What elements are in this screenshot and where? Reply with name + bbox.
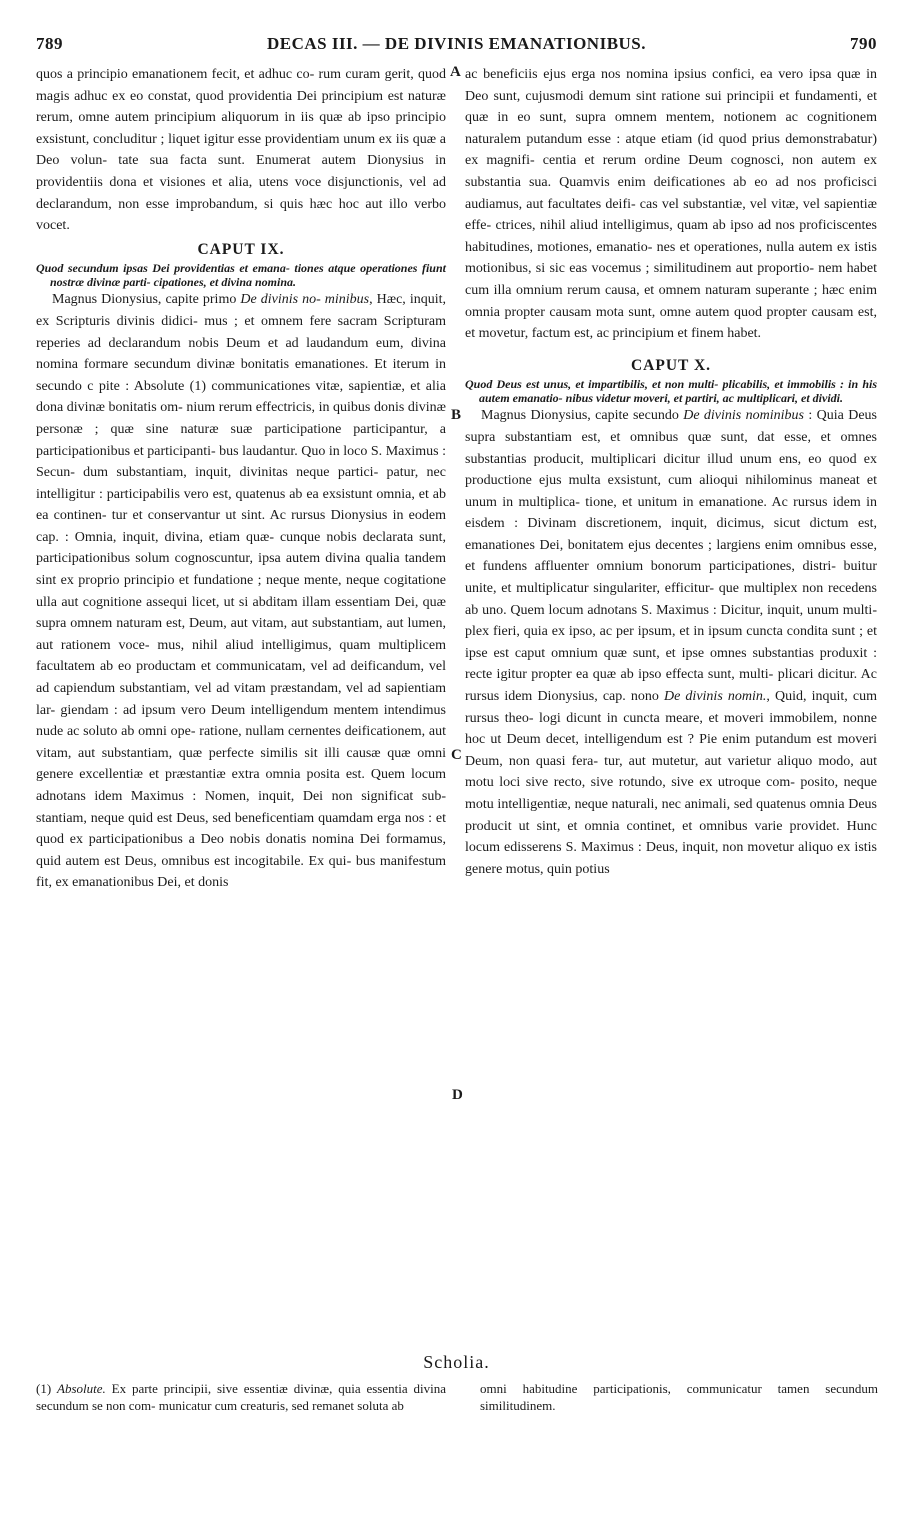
- chapter-10-summary: Quod Deus est unus, et impartibilis, et non multi- plicabilis, et immobilis : in his autem emanatio- nibus videtur moveri, et partiri, ac multiplicari, et dividi.: [465, 377, 877, 405]
- left-p2-start: Magnus Dionysius, capite primo: [52, 292, 241, 308]
- page-number-left: 789: [36, 34, 63, 53]
- right-column: [465, 64, 877, 880]
- margin-letter-c: C: [451, 747, 462, 763]
- chapter-9-summary: Quod secundum ipsas Dei providentias et emana- tiones atque operationes fiunt nostræ divinæ parti- cipationes, et divina nomina.: [36, 261, 446, 289]
- right-paragraph-2: [465, 405, 877, 880]
- left-paragraph-1: quos a principio emanationem fecit, et adhuc co- rum curam gerit, quod magis adhuc ex eo constat, quod providentia Dei principium est naturæ rerum, omne autem principium aliquorum in iis quæ ab ipso principio exsistunt, concluditur ; liquet igitur esse providentiam unum ex iis quæ a Deo volun- tate sua facta sunt. Enumerat autem Dionysius in providentiis dona et visiones et alia, utens voce disjunctionis, vel ad declarandum, non esse improbandum, si quis hæc hoc aut illo verbo vocet.: [36, 67, 446, 234]
- chapter-9-title: CAPUT IX.: [197, 240, 285, 258]
- left-p2-reference: De divinis no- minibus: [240, 292, 370, 308]
- scholia-note-right: omni habitudine participationis, communicatur tamen secundum similitudinem.: [480, 1381, 878, 1413]
- right-p2-body: : Quia Deus supra substantiam est, et omnibus quæ sunt, dat esse, et omnes substantias producit, multiplicari dicitur illud unum ens, eo quod ex productione ejus multa exsistunt, cum alioqui nihilominus maneat et unum in multiplica- tione, et unitum in emanatione. Ac rursus idem in eisdem : Divinam discretionem, inquit, dicimus, sicut dictum est, emanationes Dei, bonitatem ejus decentes ; largiens enim omnibus esse, et fundens affluenter omnium bonorum participationes, distri- buitur unite, et multiplicatur singulariter, efficitur- que multiplex non recedens ab uno. Quem locum adnotans S. Maximus : Dicitur, inquit, unum multi- plex fieri, quia ex ipso, ac per ipsum, et in ipsum cuncta condita sunt ; et ipse est caput omnium quæ sunt, et ipse omnes substantias produxit : recte igitur propter ea quæ ab ipso effecta sunt, multi- plicari dicitur. Ac rursus idem Dionysius, cap. nono: [465, 408, 877, 705]
- left-p2-body: , Hæc, inquit, ex Scripturis divinis didici- mus ; et omnem fere sacram Scripturam reperies ad declarandum nobis Deum et ad laudandum eum, divina nomina formare secundum divinæ bonitatis emanationes. Et iterum in secundo c pite : Absolute (1) communicationes vitæ, sapientiæ, et alia dona divinæ bonitatis om- nium rerum effectricis, in quibus donis divinæ personæ ; quæ sine naturæ suæ participatione participantur, a participationibus et participanti- bus laudantur. Quo in loco S. Maximus : Secun- dum substantiam, inquit, divinitas neque partici- patur, nec intelligitur : participabilis vero est, quatenus ab ea exsistunt omnia, et ab ea continen- tur et conservantur ut sint. Ac rursus Dionysius in eodem cap. : Omnia, inquit, divina, etiam quæ- cunque nobis declarata sunt, participationibus solum cognoscuntur, ipsa autem divina qualia tandem sint ex proprio principio et fundatione ; neque mente, neque cogitatione ulla aut cognitione assequi licet, ut si abditam illam essentiam Dei, quæ supra omnem naturam est, Deum, aut vitam, aut substantiam, aut lumen, aut rationem voce- mus, nihil aliud intelligimus, quam multiplicem facultatem ab eo productam et communicatam, vel ad deificandum, vel ad capiendum substantiam, vel ad vitam præstandam, vel ad sapientiam lar- giendam : ad ipsum vero Deum intelligendum mentem intendimus nude ac soluto ab omni ope- ratione, nullam cernentes deificationem, aut vitam, aut substantiam, quæ perfecte similis sit illi causæ quæ omni genere excellentiæ et præstantiæ extra omnia posita est. Quem locum adnotans idem Maximus : Nomen, inquit, Dei non significat sub- stantiam, neque quid est Deus, sed beneficentiam quamdam erga nos : et quod ex participationibus a Deo nobis donatis nomina Dei formamus, quid autem est Deus, omnibus est incogitabile. Ex qui- bus manifestum fit, ex emanationibus Dei, et donis: [36, 292, 446, 891]
- running-title: DECAS III. — DE DIVINIS EMANATIONIBUS.: [266, 34, 647, 53]
- margin-letter-d: D: [452, 1087, 463, 1103]
- note-lemma: Absolute.: [57, 1381, 106, 1396]
- note-text-left: Ex parte principii, sive essentiæ divinæ, quia essentia divina secundum se non com- municatur cum creaturis, sed remanet soluta ab: [36, 1381, 446, 1413]
- left-column: [36, 64, 446, 894]
- margin-letter-b: B: [451, 407, 462, 423]
- scholia-note-left: [36, 1380, 446, 1414]
- right-paragraph-1: ac beneficiis ejus erga nos nomina ipsius confici, ea vero ipsa quæ in Deo sunt, cujusmodi demum sint ratione sui principii et fundamenti, et quæ in eo sunt, supra omnem mentem, notionem ac cognitionem naturalem putandum esse : atque etiam (id quod prius demonstrabatur) ex magnifi- centia et rerum ordine Deum cognosci, non autem ex substantia sua. Quamvis enim deificationes ab eo ad nos proficisci audiamus, aut facultates deifi- cas vel substantiæ, vel vitæ, vel sapientiæ effe- ctrices, nihil aliud intelligimus, quam ab ipso ad nos proficiscentes habitudines, motiones, emanatio- nes et operationes, nulla autem ex istis motionibus, si sic eas vocemus ; similitudinem aut proportio- nem habet cum illa omnium rerum causa, et omnem naturam superante ; hæc enim omnia propter causam mota sunt, omne autem quod propter causam est, et movetur, factum est, ac principium et finem habet.: [465, 67, 877, 342]
- margin-letter-a: A: [450, 64, 461, 80]
- right-p2-start: Magnus Dionysius, capite secundo: [481, 408, 684, 424]
- page-number-right: 790: [850, 34, 877, 53]
- right-p2-reference-1: De divinis nominibus: [683, 408, 804, 424]
- note-number: (1): [36, 1381, 58, 1396]
- scholia-title: Scholia.: [423, 1352, 490, 1372]
- chapter-10-title: CAPUT X.: [630, 356, 712, 374]
- right-p2-reference-2: De divinis nomin.: [664, 689, 767, 705]
- running-header: [36, 34, 877, 60]
- left-paragraph-2: [36, 289, 446, 894]
- right-p2-end: , Quid, inquit, cum rursus theo- logi dicunt in cuncta meare, et moveri immobilem, nonne hoc ut Deum decet, intelligendum est ? Pie enim putandum est moveri Deum, non quasi fera- tur, aut mutetur, aut varietur aliquo modo, aut motu loci sive recto, sive rotundo, sive ex utroque com- posito, neque motu intelligentiæ, neque naturali, nec animali, sed quatenus omnia Deus producit ut sint, et omnia continet, et omnibus varie providet. Hunc locum edisserens S. Maximus : Deus, inquit, non movetur aliquo ex istis genere motus, quin potius: [465, 689, 878, 877]
